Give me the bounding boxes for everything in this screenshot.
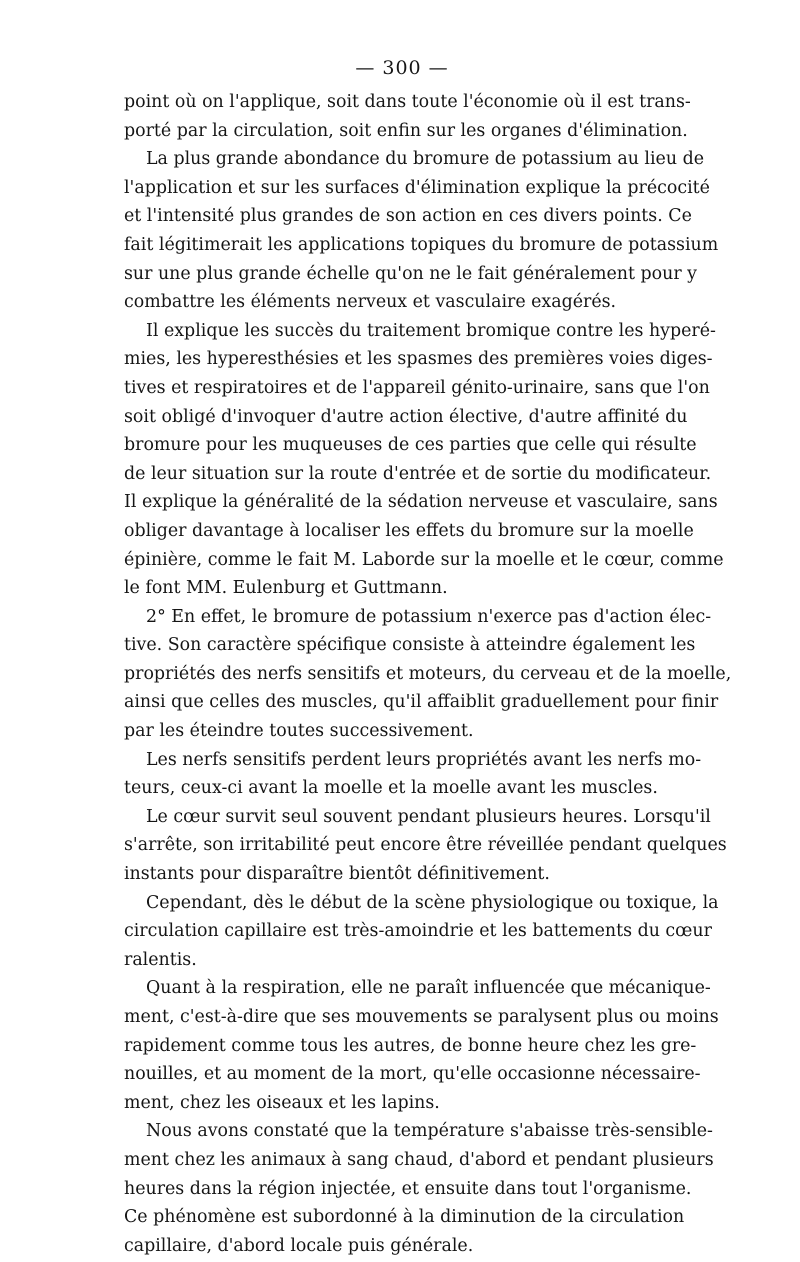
text-line: tives et respiratoires et de l'appareil génito-urinaire, sans que l'on — [124, 377, 710, 398]
body-text — [124, 88, 732, 1260]
text-line: heures dans la région injectée, et ensuite dans tout l'organisme. — [124, 1178, 692, 1199]
text-line: Cependant, dès le début de la scène physiologique ou toxique, la — [146, 892, 719, 913]
text-line: Le cœur survit seul souvent pendant plusieurs heures. Lorsqu'il — [146, 806, 711, 827]
text-line: fait légitimerait les applications topiques du bromure de potassium — [124, 234, 719, 255]
text-line: sur une plus grande échelle qu'on ne le fait généralement pour y — [124, 263, 697, 284]
text-line: Quant à la respiration, elle ne paraît influencée que mécanique- — [146, 978, 711, 999]
text-line: nouilles, et au moment de la mort, qu'elle occasionne nécessaire- — [124, 1064, 701, 1085]
text-line: circulation capillaire est très-amoindrie et les battements du cœur — [124, 921, 712, 942]
text-line: par les éteindre toutes successivement. — [124, 721, 474, 742]
text-line: obliger davantage à localiser les effets du bromure sur la moelle — [124, 520, 694, 541]
text-line: le font MM. Eulenburg et Guttmann. — [124, 578, 448, 599]
text-line: porté par la circulation, soit enfin sur les organes d'élimination. — [124, 120, 688, 141]
text-line: et l'intensité plus grandes de son action en ces divers points. Ce — [124, 206, 692, 227]
text-line: point où on l'applique, soit dans toute l'économie où il est trans- — [124, 92, 691, 112]
text-line: ment chez les animaux à sang chaud, d'abord et pendant plusieurs — [124, 1149, 714, 1170]
text-line: Ce phénomène est subordonné à la diminution de la circulation — [124, 1207, 685, 1228]
text-line: s'arrête, son irritabilité peut encore être réveillée pendant quelques — [124, 835, 727, 856]
paragraph — [124, 317, 724, 603]
text-line: capillaire, d'abord locale puis générale. — [124, 1235, 474, 1256]
text-line: soit obligé d'invoquer d'autre action élective, d'autre affinité du — [124, 406, 688, 427]
text-line: ment, chez les oiseaux et les lapins. — [124, 1092, 440, 1113]
text-line: ralentis. — [124, 949, 197, 970]
text-line: Il explique les succès du traitement bromique contre les hyperé- — [146, 320, 716, 341]
text-line: teurs, ceux-ci avant la moelle et la moelle avant les muscles. — [124, 778, 658, 799]
paragraph — [124, 603, 732, 746]
page-number: — 300 — — [355, 57, 449, 79]
paragraph — [124, 803, 727, 889]
paragraph — [124, 746, 702, 803]
text-line: propriétés des nerfs sensitifs et moteurs, du cerveau et de la moelle, — [124, 663, 732, 684]
text-line: bromure pour les muqueuses de ces parties que celle qui résulte — [124, 435, 697, 456]
paragraph — [124, 889, 719, 975]
text-line: instants pour disparaître bientôt définitivement. — [124, 864, 550, 885]
paragraph — [124, 974, 719, 1117]
text-line: ment, c'est-à-dire que ses mouvements se paralysent plus ou moins — [124, 1007, 719, 1027]
text-line: rapidement comme tous les autres, de bonne heure chez les gre- — [124, 1035, 697, 1056]
text-line: La plus grande abondance du bromure de potassium au lieu de — [146, 149, 704, 170]
text-line: Nous avons constaté que la température s'abaisse très-sensible- — [146, 1121, 713, 1142]
text-line: Les nerfs sensitifs perdent leurs propriétés avant les nerfs mo- — [146, 749, 702, 770]
text-line: Il explique la généralité de la sédation nerveuse et vasculaire, sans — [124, 492, 718, 513]
text-line: épinière, comme le fait M. Laborde sur la moelle et le cœur, comme — [124, 549, 724, 570]
paragraph — [124, 1117, 714, 1260]
text-line: l'application et sur les surfaces d'élimination explique la précocité — [124, 177, 710, 198]
text-line: mies, les hyperesthésies et les spasmes des premières voies diges- — [124, 349, 713, 370]
text-line: tive. Son caractère spécifique consiste à atteindre également les — [124, 635, 696, 656]
paragraph — [124, 145, 719, 317]
text-line: combattre les éléments nerveux et vasculaire exagérés. — [124, 292, 617, 313]
text-line: ainsi que celles des muscles, qu'il affaiblit graduellement pour finir — [124, 692, 719, 713]
text-line: 2° En effet, le bromure de potassium n'exerce pas d'action élec- — [146, 606, 712, 627]
text-line: de leur situation sur la route d'entrée et de sortie du modificateur. — [124, 463, 712, 484]
paragraph — [124, 88, 691, 145]
